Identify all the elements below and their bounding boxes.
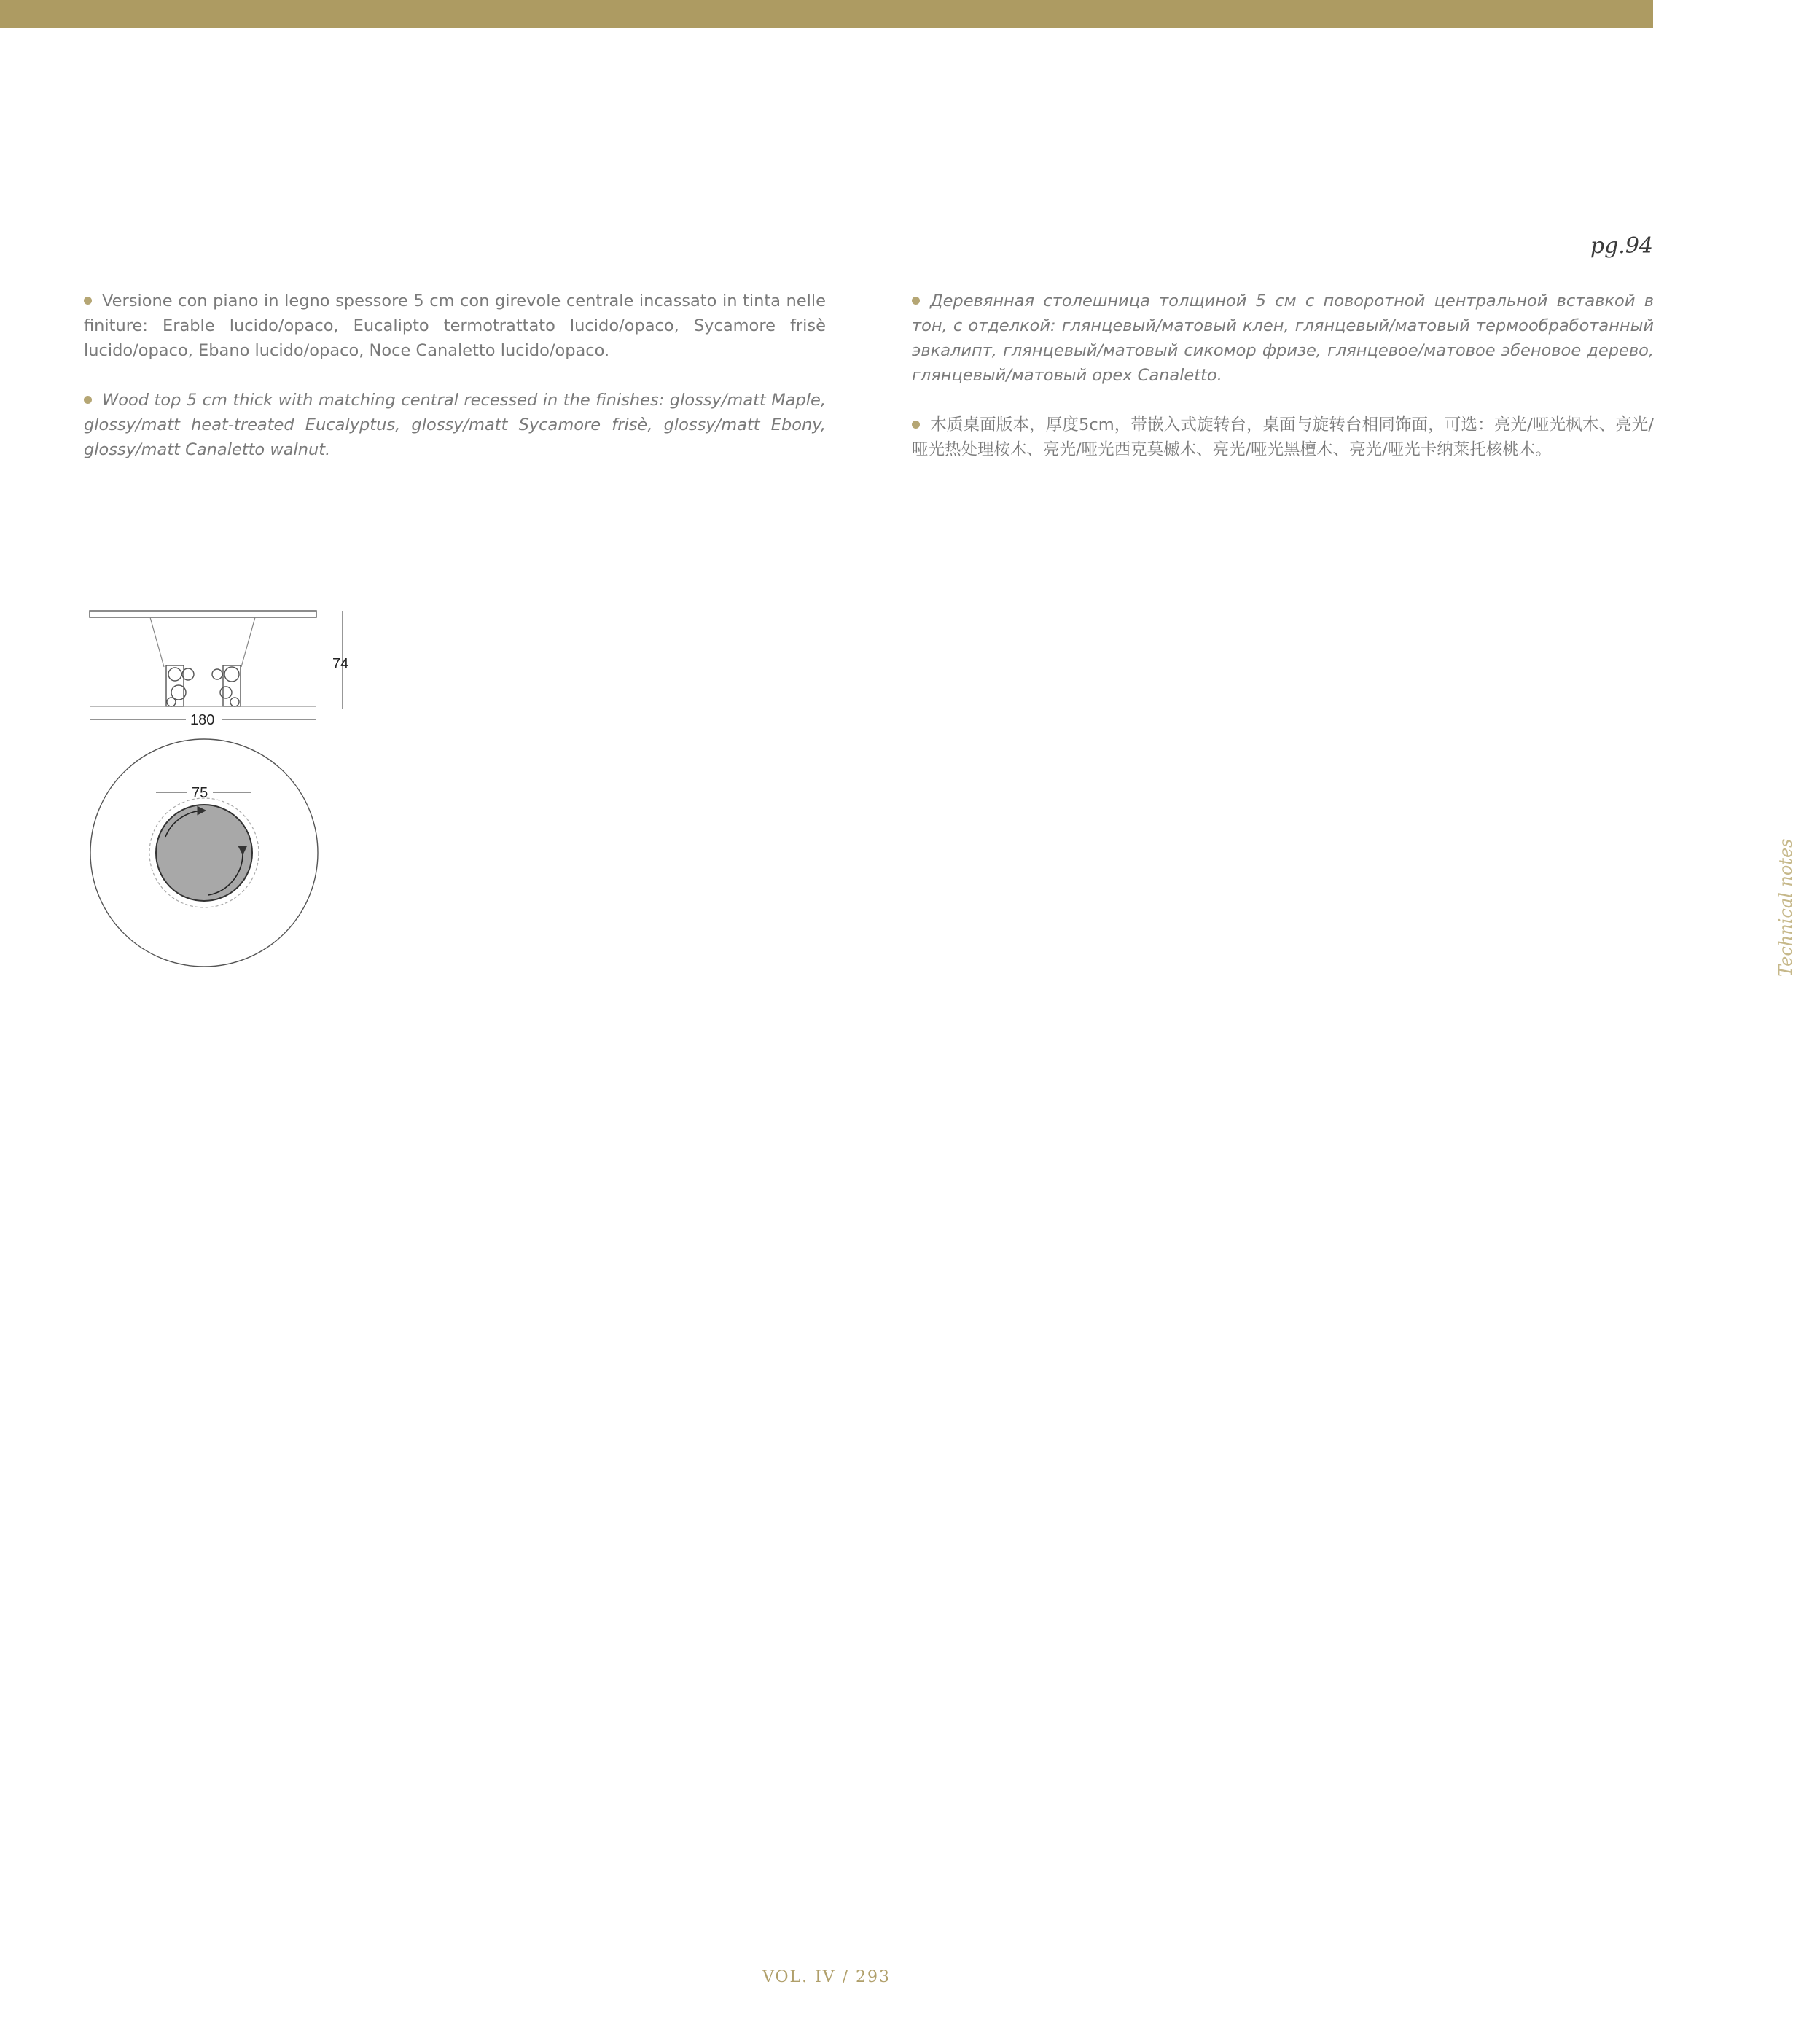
diameter-value: 180: [190, 712, 215, 728]
description-chinese: 木质桌面版本，厚度5cm，带嵌入式旋转台，桌面与旋转台相同饰面，可选：亮光/哑光枫木、亮光/哑光热处理桉木、亮光/哑光西克莫槭木、亮光/哑光黑檀木、亮光/哑光卡纳莱托核桃木。: [912, 415, 1654, 459]
height-dimension: [332, 611, 348, 709]
description-column-right: [912, 289, 1654, 487]
description-english: Wood top 5 cm thick with matching central recessed in the finishes: glossy/matt Maple, glossy/matt heat-treated Eucalyptus, glossy/matt Sycamore frisè, glossy/matt Ebony, glossy/matt Canaletto walnut.: [84, 391, 826, 459]
description-russian: Деревянная столешница толщиной 5 см с поворотной центральной вставкой в тон, с отделкой: глянцевый/матовый клен, глянцевый/матовый термообработанный эвкалипт, глянцевый/матовый сикомор фризе, глянцевое/матовое эбеновое дерево, глянцевый/матовый орех Canaletto.: [912, 292, 1654, 385]
lazy-susan-dimension: [156, 785, 251, 801]
side-section-label: Technical notes: [1776, 838, 1796, 977]
height-value: 74: [332, 656, 349, 672]
table-side-elevation: [90, 611, 316, 706]
page-reference: pg.94: [1590, 233, 1653, 259]
table-technical-drawing: [80, 601, 372, 973]
description-italian: Versione con piano in legno spessore 5 cm con girevole centrale incassato in tinta nelle finiture: Erable lucido/opaco, Eucalipto termotrattato lucido/opaco, Sycamore frisè lucido/opaco, Ebano lucido/opaco, Noce Canaletto lucido/opaco.: [84, 292, 826, 360]
table-plan-view: [90, 739, 318, 967]
decorative-base: [166, 665, 241, 706]
bullet-icon: [912, 297, 920, 305]
description-column-left: [84, 289, 826, 487]
top-accent-bar: [0, 0, 1653, 28]
bullet-icon: [912, 421, 920, 429]
lazy-susan-value: 75: [192, 785, 208, 801]
page-footer: VOL. IV / 293: [762, 1968, 891, 1986]
diameter-dimension: [90, 712, 316, 728]
bullet-icon: [84, 297, 92, 305]
bullet-icon: [84, 396, 92, 404]
